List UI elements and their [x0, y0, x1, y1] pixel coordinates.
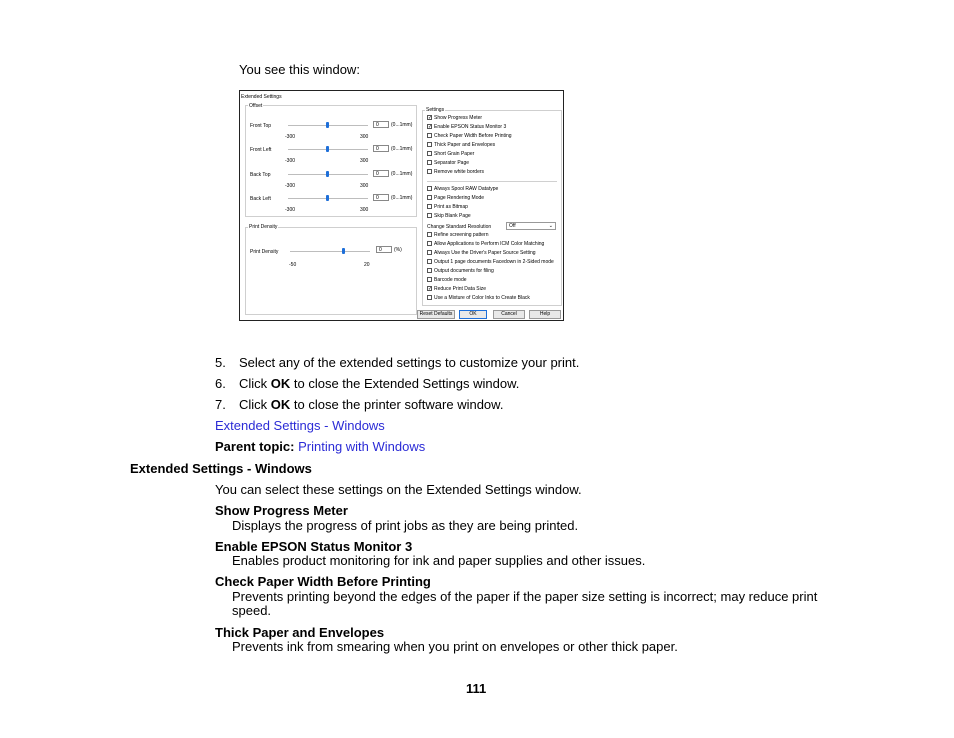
offset-unit: (0...1mm)	[391, 146, 413, 152]
term-check-paper-width: Check Paper Width Before Printing	[215, 574, 431, 589]
density-max: 20	[364, 262, 370, 268]
offset-unit: (0...1mm)	[391, 195, 413, 201]
setting-label: Enable EPSON Status Monitor 3	[434, 124, 507, 130]
setting-label: Separator Page	[434, 160, 470, 166]
desc-check-paper-width-line2: speed.	[232, 603, 272, 618]
setting-checkbox[interactable]: ✓	[428, 115, 433, 121]
desc-show-progress-meter: Displays the progress of print jobs as they are being printed.	[232, 518, 579, 533]
offset-value-input[interactable]: 0	[373, 194, 389, 201]
setting-label: Show Progress Meter	[434, 115, 483, 121]
setting-label: Reduce Print Data Size	[434, 286, 486, 292]
setting-checkbox[interactable]	[427, 142, 432, 147]
offset-value-input[interactable]: 0	[373, 170, 389, 177]
setting-checkbox[interactable]	[427, 186, 432, 191]
density-min: -50	[289, 262, 297, 268]
setting-checkbox[interactable]	[427, 133, 432, 138]
offset-slider-label: Back Left	[250, 196, 271, 202]
offset-unit: (0...1mm)	[391, 122, 413, 128]
setting-label: Use a Mixture of Color Inks to Create Black	[434, 295, 530, 301]
desc-check-paper-width-line1: Prevents printing beyond the edges of the paper if the paper size setting is incorrect; may reduce print	[232, 589, 818, 604]
intro-text: You see this window:	[239, 62, 360, 77]
parent-topic-link[interactable]: Printing with Windows	[298, 439, 426, 454]
setting-label: Print as Bitmap	[434, 204, 468, 210]
setting-label: Always Spool RAW Datatype	[434, 186, 499, 192]
setting-label: Output documents for filing	[434, 268, 494, 274]
offset-value-input[interactable]: 0	[373, 145, 389, 152]
setting-label: Barcode mode	[434, 277, 467, 283]
offset-slider-thumb[interactable]	[326, 195, 329, 201]
offset-min: -300	[285, 158, 296, 164]
offset-group-label: Offset	[249, 103, 263, 109]
chevron-down-icon: ⌄	[548, 223, 553, 229]
desc-status-monitor: Enables product monitoring for ink and paper supplies and other issues.	[232, 553, 646, 568]
step-5: 5. Select any of the extended settings to customize your print.	[215, 355, 580, 370]
setting-label: Refine screening pattern	[434, 232, 489, 238]
offset-min: -300	[285, 207, 296, 213]
density-slider-track[interactable]	[290, 251, 370, 252]
offset-max: 300	[360, 158, 369, 164]
offset-slider-thumb[interactable]	[326, 122, 329, 128]
offset-slider-thumb[interactable]	[326, 171, 329, 177]
density-unit: (%)	[394, 247, 402, 253]
setting-checkbox[interactable]	[427, 232, 432, 237]
setting-checkbox[interactable]	[427, 213, 432, 218]
setting-checkbox[interactable]	[427, 195, 432, 200]
resolution-select[interactable]: Off ⌄	[506, 222, 556, 230]
offset-slider-label: Front Left	[250, 147, 272, 153]
setting-checkbox[interactable]	[427, 241, 432, 246]
density-input[interactable]: 0	[376, 246, 392, 253]
window-title: Extended Settings	[241, 94, 282, 100]
term-show-progress-meter: Show Progress Meter	[215, 503, 348, 518]
extended-settings-link[interactable]: Extended Settings - Windows	[215, 418, 385, 433]
setting-checkbox[interactable]	[427, 268, 432, 273]
setting-label: Short Grain Paper	[434, 151, 475, 157]
reset-defaults-button[interactable]: Reset Defaults	[417, 310, 455, 319]
offset-max: 300	[360, 134, 369, 140]
density-label: Print Density	[250, 249, 279, 255]
step-7: 7. Click OK to close the printer software window.	[215, 397, 504, 412]
offset-slider-thumb[interactable]	[326, 146, 329, 152]
setting-checkbox[interactable]: ✓	[428, 124, 433, 130]
section-intro: You can select these settings on the Extended Settings window.	[215, 482, 582, 497]
offset-unit: (0...1mm)	[391, 171, 413, 177]
offset-value-input[interactable]: 0	[373, 121, 389, 128]
setting-checkbox[interactable]	[427, 169, 432, 174]
setting-checkbox[interactable]: ✓	[428, 286, 433, 292]
setting-checkbox[interactable]	[427, 151, 432, 156]
section-heading: Extended Settings - Windows	[130, 461, 312, 476]
setting-label: Thick Paper and Envelopes	[434, 142, 496, 148]
term-thick-paper: Thick Paper and Envelopes	[215, 625, 385, 640]
density-group	[245, 227, 417, 315]
cancel-button[interactable]: Cancel	[493, 310, 525, 319]
resolution-label: Change Standard Resolution	[427, 224, 492, 230]
offset-min: -300	[285, 134, 296, 140]
step-6: 6. Click OK to close the Extended Settings window.	[215, 376, 520, 391]
desc-thick-paper: Prevents ink from smearing when you print on envelopes or other thick paper.	[232, 639, 678, 654]
setting-label: Page Rendering Mode	[434, 195, 485, 201]
parent-topic-label: Parent topic:	[215, 439, 295, 454]
density-group-label: Print Density	[249, 224, 278, 230]
ok-button[interactable]: OK	[459, 310, 487, 319]
settings-group-label: Settings	[426, 107, 445, 113]
page-number: 111	[466, 681, 487, 696]
extended-settings-screenshot	[239, 90, 564, 321]
density-slider-thumb[interactable]	[342, 248, 345, 254]
offset-min: -300	[285, 183, 296, 189]
setting-checkbox[interactable]	[427, 259, 432, 264]
setting-label: Output 1 page documents Facedown in 2-Sided mode	[434, 259, 554, 265]
setting-checkbox[interactable]	[427, 204, 432, 209]
settings-divider	[427, 181, 557, 182]
setting-label: Skip Blank Page	[434, 213, 471, 219]
parent-topic	[215, 439, 425, 454]
offset-max: 300	[360, 183, 369, 189]
term-status-monitor: Enable EPSON Status Monitor 3	[215, 539, 413, 554]
setting-checkbox[interactable]	[427, 277, 432, 282]
setting-checkbox[interactable]	[427, 160, 432, 165]
setting-checkbox[interactable]	[427, 295, 432, 300]
setting-checkbox[interactable]	[427, 250, 432, 255]
setting-label: Check Paper Width Before Printing	[434, 133, 512, 139]
offset-slider-label: Back Top	[250, 172, 271, 178]
setting-label: Remove white borders	[434, 169, 485, 175]
setting-label: Always Use the Driver's Paper Source Setting	[434, 250, 536, 256]
setting-label: Allow Applications to Perform ICM Color Matching	[434, 241, 545, 247]
offset-max: 300	[360, 207, 369, 213]
help-button[interactable]: Help	[529, 310, 561, 319]
offset-slider-label: Front Top	[250, 123, 272, 129]
